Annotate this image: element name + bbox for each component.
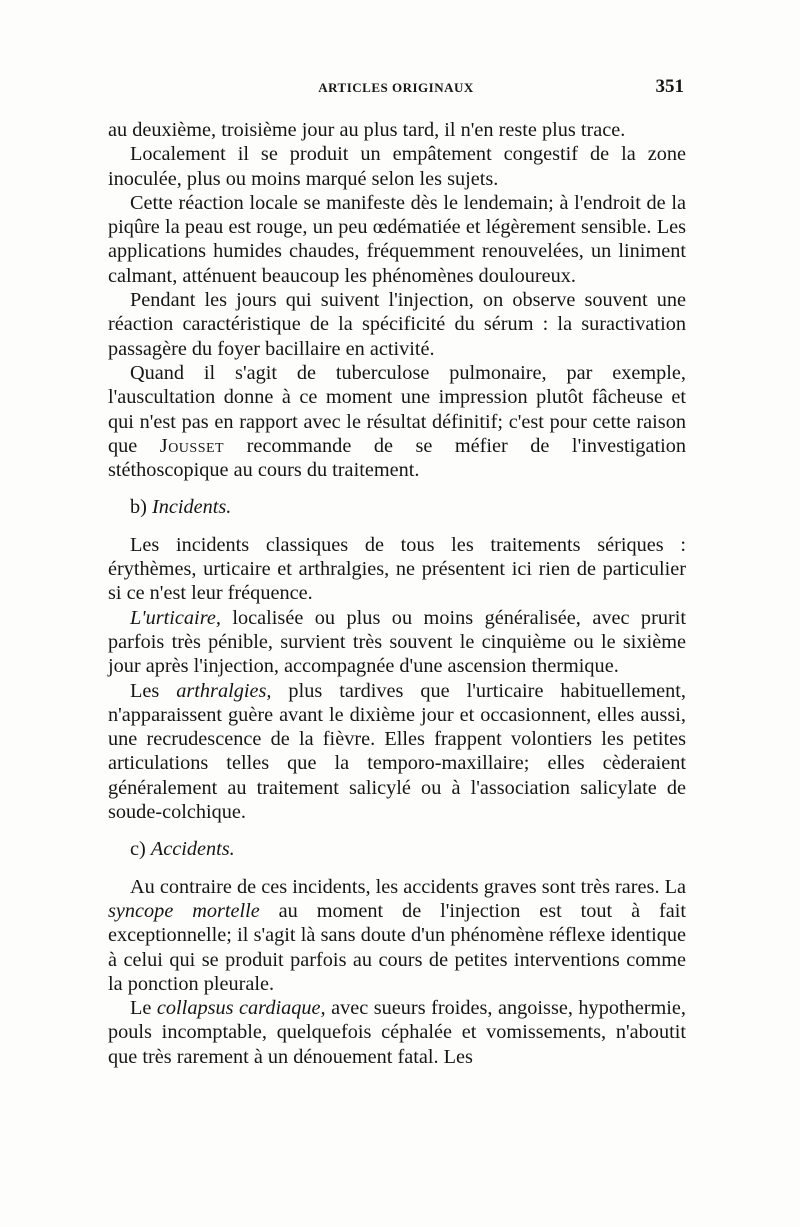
paragraph-text: recommande de se méfier de l'investigation stéthoscopique au cours du traitement. (108, 434, 686, 482)
paragraph-local-reaction: Cette réaction locale se manifeste dès le lendemain; à l'endroit de la piqûre la peau est rouge, un peu œdématiée et légèrement sensible. Les applications humides chaudes, fréquemment renouvelées, un liniment calmant, atténuent beaucoup les phénomènes douloureux. (108, 191, 686, 287)
paragraph-arthralgia (108, 679, 686, 825)
paragraph-text: localisée ou plus ou moins généralisée, avec prurit parfois très pénible, survient très souvent le cinquième ou le sixième jour après l'injection, accompagnée d'une ascension thermique. (108, 606, 686, 678)
paragraph-text: Au contraire de ces incidents, les accidents graves sont très rares. La (130, 875, 686, 898)
term-arthralgia: arthralgies, (176, 679, 272, 702)
paragraph-syncope (108, 875, 686, 996)
running-head (108, 76, 684, 100)
section-title: Accidents. (150, 838, 235, 861)
paragraph-text: Quand il s'agit de tuberculose pulmonaire, par exemple, l'auscultation donne à ce moment une impression plutôt fâcheuse et qui n'est pas en rapport avec le résultat définitif; c'est pour cette raison que (108, 361, 686, 457)
running-title: ARTICLES ORIGINAUX (318, 80, 474, 95)
paragraph-auscultation (108, 361, 686, 482)
term-collapse: collapsus cardiaque, (156, 997, 326, 1020)
term-urticaria: L'urticaire, (130, 606, 221, 629)
paragraph-focal-reaction: Pendant les jours qui suivent l'injection, on observe souvent une réaction caractéristique de la spécificité du sérum : la suractivation passagère du foyer bacillaire en activité. (108, 289, 686, 360)
term-syncope: syncope mortelle (108, 899, 260, 922)
section-marker: c) (130, 838, 151, 861)
paragraph-classic-incidents: Les incidents classiques de tous les traitements sériques : érythèmes, urticaire et arthralgies, ne présentent ici rien de particulier si ce n'est leur fréquence. (108, 533, 686, 605)
paragraph-continuation: au deuxième, troisième jour au plus tard, il n'en reste plus trace. (108, 119, 626, 141)
paragraph-text: Le (130, 997, 157, 1020)
body-text (108, 118, 686, 1069)
paragraph-text: avec sueurs froides, angoisse, hypothermie, pouls incomptable, quelquefois céphalée et vomissements, n'aboutit que très rarement à un dénouement fatal. Les (108, 997, 686, 1068)
section-heading-accidents (108, 837, 686, 861)
paragraph-text: Les (130, 679, 177, 702)
section-heading-incidents (108, 495, 686, 519)
paragraph-collapse (108, 996, 686, 1069)
paragraph-text: au moment de l'injection est tout à fait exceptionnelle; il s'agit là sans doute d'un phénomène réflexe identique à celui qui se produit parfois au cours de petites interventions comme la ponction pleurale. (108, 899, 686, 995)
author-name: Jousset (159, 434, 225, 457)
paragraph-urticaria (108, 606, 686, 679)
paragraph-text: plus tardives que l'urticaire habituellement, n'apparaissent guère avant le dixième jour et occasionnent, elles aussi, une recrudescence de la fièvre. Elles frappent volontiers les petites articulations telles que la temporo-maxillaire; elles cèderaient généralement au traitement salicylé ou à l'association salicylate de soude-colchique. (108, 679, 686, 824)
section-title: Incidents. (151, 496, 232, 519)
page-number: 351 (655, 76, 684, 97)
section-marker: b) (130, 496, 152, 519)
paragraph-local-congestion: Localement il se produit un empâtement congestif de la zone inoculée, plus ou moins marqué selon les sujets. (108, 143, 686, 190)
